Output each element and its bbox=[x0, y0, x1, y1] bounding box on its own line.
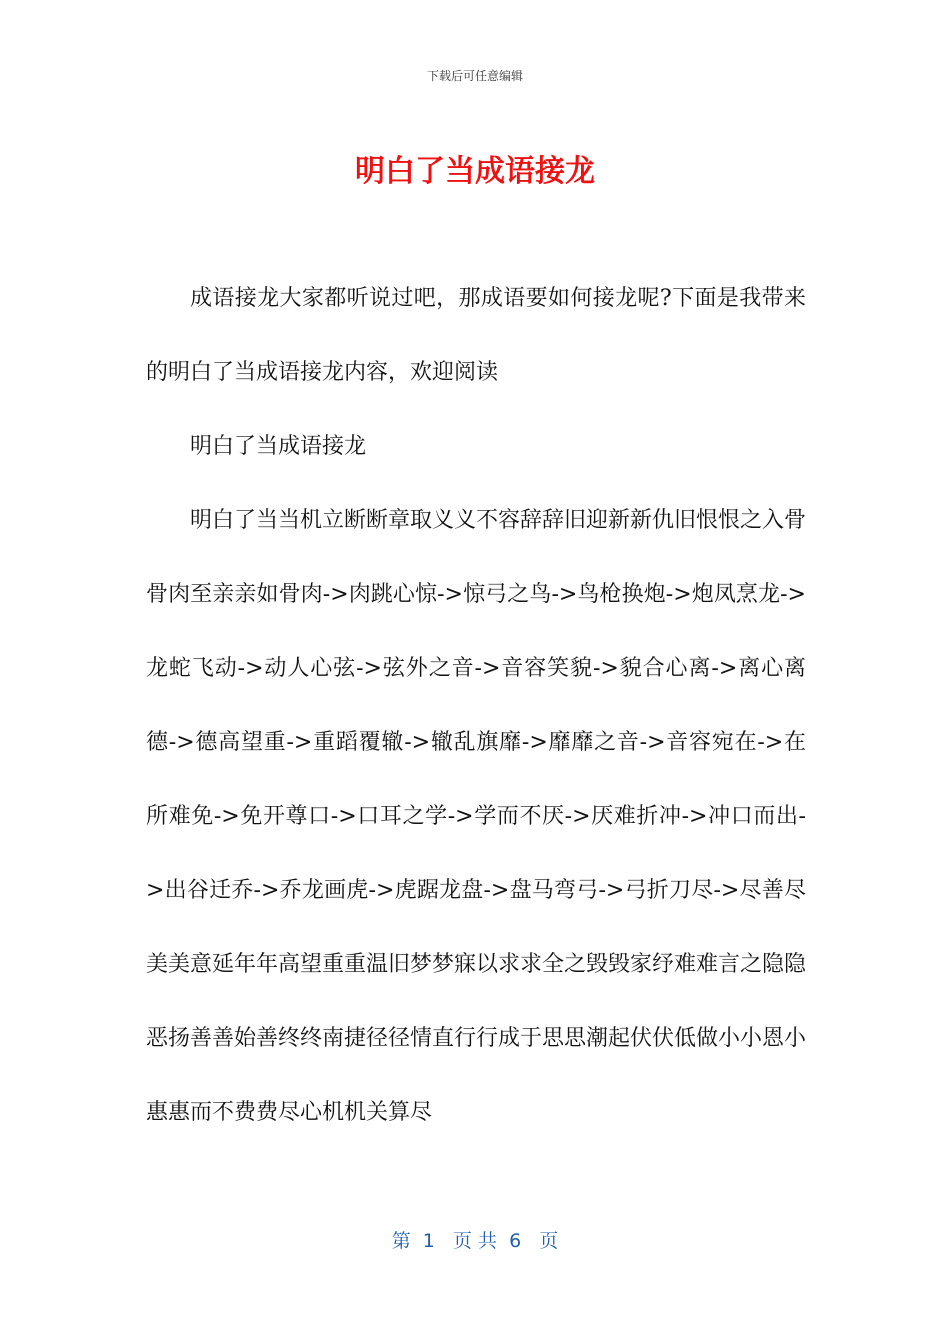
section-heading: 明白了当成语接龙 bbox=[190, 434, 367, 459]
document-body bbox=[146, 262, 806, 1150]
document-title: 明白了当成语接龙 bbox=[355, 154, 595, 189]
idiom-chain-paragraph: 明白了当当机立断断章取义义不容辞辞旧迎新新仇旧恨恨之入骨骨肉至亲亲如骨肉->肉跳心惊->惊弓之鸟->鸟枪换炮->炮凤烹龙->龙蛇飞动->动人心弦->弦外之音->音容笑貌->貌合心离->离心离德->德高望重->重蹈覆辙->辙乱旗靡->靡靡之音->音容宛在->在所难免->免开尊口->口耳之学->学而不厌->厌难折冲->冲口而出->出谷迁乔->乔龙画虎->虎踞龙盘->盘马弯弓->弓折刀尽->尽善尽美美意延年年高望重重温旧梦梦寐以求求全之毁毁家纾难难言之隐隐恶扬善善始善终终南捷径径情直行行成于思思潮起伏伏低做小小恩小惠惠而不费费尽心机机关算尽 bbox=[146, 508, 807, 1125]
header-note: 下载后可任意编辑 bbox=[426, 69, 523, 83]
intro-paragraph: 成语接龙大家都听说过吧，那成语要如何接龙呢?下面是我带来的明白了当成语接龙内容，欢迎阅读 bbox=[146, 286, 806, 385]
page-number-footer: 第 1 页 共 6 页 bbox=[391, 1230, 559, 1252]
